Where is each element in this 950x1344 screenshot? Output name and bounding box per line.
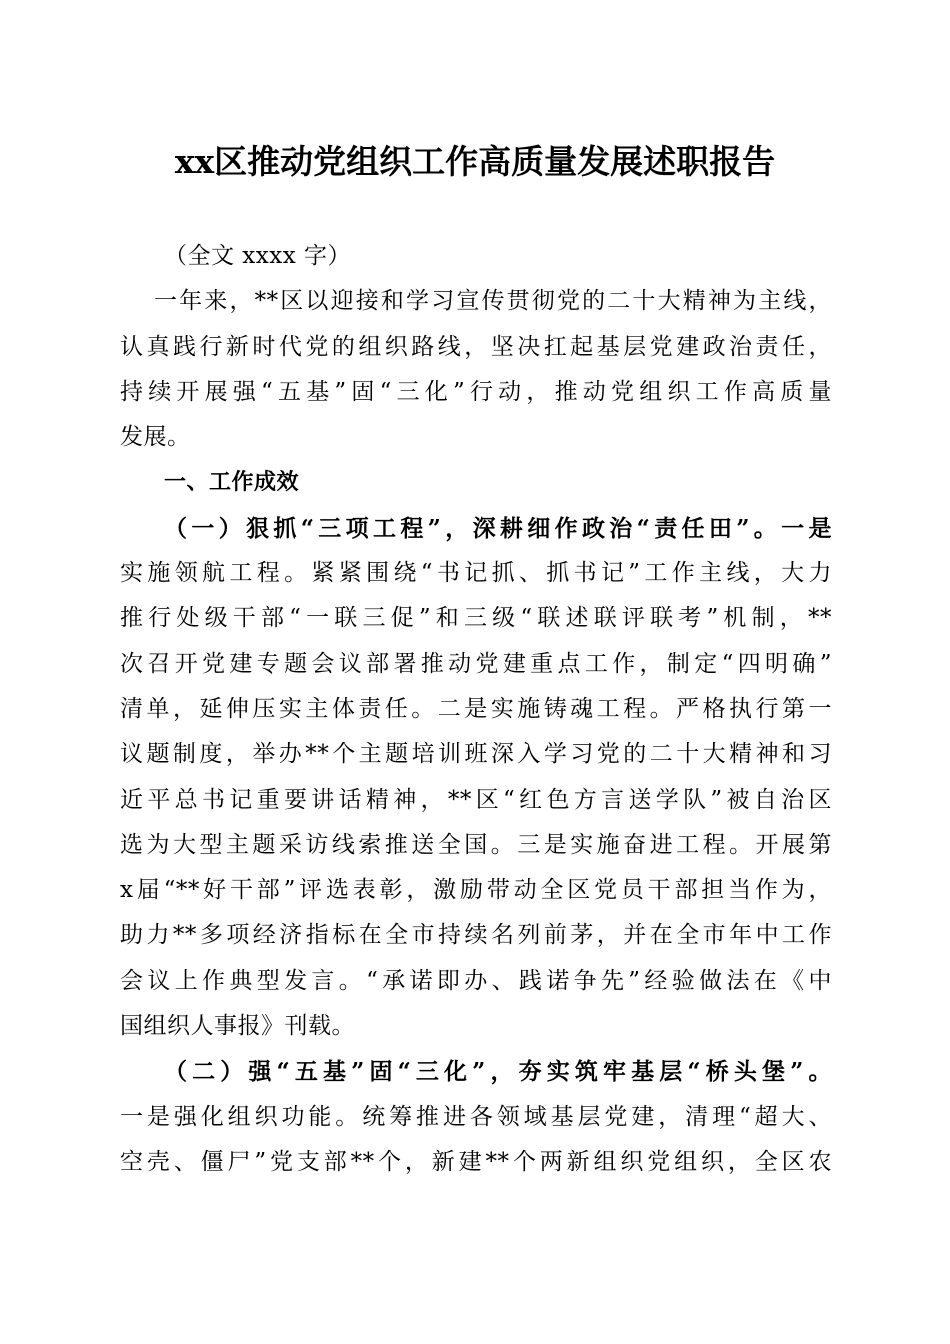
section-heading: 一、工作成效: [164, 470, 300, 496]
paragraph-line: 助力**多项经济指标在全市持续名列前茅，并在全市年中工作: [120, 922, 832, 949]
paragraph-line: 发展。: [120, 424, 191, 451]
paragraph-line: 空壳、僵尸”党支部**个，新建**个两新组织党组织，全区农: [120, 1148, 832, 1175]
paragraph-line: 一是强化组织功能。统筹推进各领域基层党建，清理“超大、: [120, 1103, 832, 1130]
word-count-note: （全文 xxxx 字）: [164, 243, 352, 269]
paragraph-line: 认真践行新时代党的组织路线，坚决扛起基层党建政治责任，: [120, 333, 832, 360]
document-body: [120, 234, 832, 1185]
paragraph-line: [120, 506, 832, 551]
subheading-text: （二）强“五基”固“三化”，夯实筑牢基层“桥头堡”。: [164, 1058, 832, 1086]
paragraph-line: 议题制度，举办**个主题培训班深入学习党的二十大精神和习: [120, 741, 832, 768]
paragraph-line: x届“**好干部”评选表彰，激励带动全区党员干部担当作为，: [120, 877, 832, 904]
paragraph-line: 会议上作典型发言。“承诺即办、践诺争先”经验做法在《中: [120, 967, 832, 994]
paragraph-line: 国组织人事报》刊载。: [120, 1013, 355, 1040]
paragraph-line: 清单，延伸压实主体责任。二是实施铸魂工程。严格执行第一: [120, 695, 832, 722]
document-title: xx区推动党组织工作高质量发展述职报告: [174, 142, 776, 181]
paragraph-line: 选为大型主题采访线索推送全国。三是实施奋进工程。开展第: [120, 831, 832, 858]
paragraph-line: 次召开党建专题会议部署推动党建重点工作，制定“四明确”: [120, 650, 832, 677]
paragraph-line: 实施领航工程。紧紧围绕“书记抓、抓书记”工作主线，大力: [120, 560, 832, 587]
subheading-text: （一）狠抓“三项工程”，深耕细作政治“责任田”。一是: [164, 514, 832, 542]
paragraph-line: [120, 1049, 832, 1094]
paragraph-line: 一年来，**区以迎接和学习宣传贯彻党的二十大精神为主线，: [154, 288, 832, 315]
paragraph-line: 推行处级干部“一联三促”和三级“联述联评联考”机制，**: [120, 605, 832, 632]
paragraph-line: 持续开展强“五基”固“三化”行动，推动党组织工作高质量: [120, 378, 832, 405]
paragraph-line: 近平总书记重要讲话精神，**区“红色方言送学队”被自治区: [120, 786, 832, 813]
